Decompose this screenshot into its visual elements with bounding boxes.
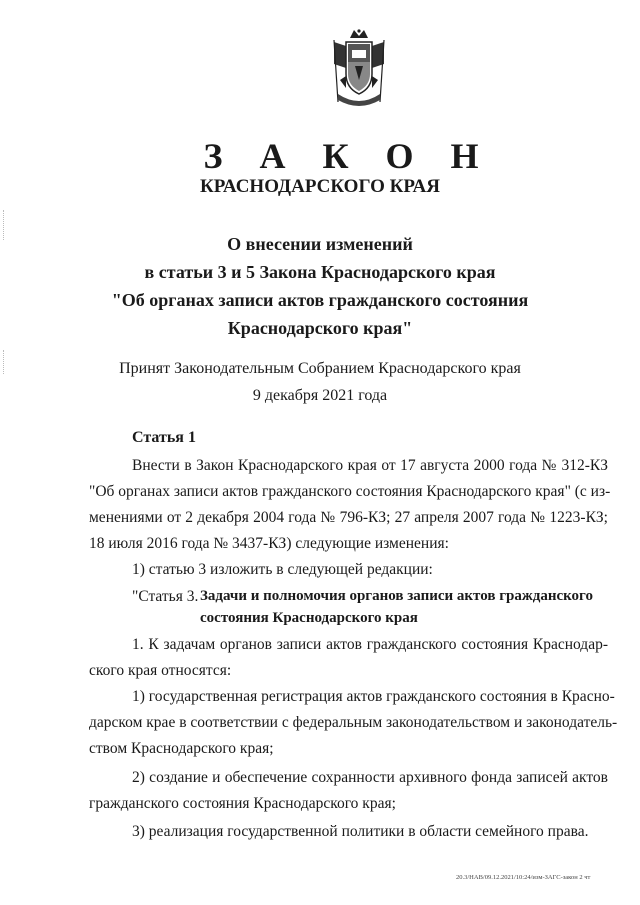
- body-line: 18 июля 2016 года № 3437-КЗ) следующие изменения:: [89, 535, 449, 552]
- body-line: менениями от 2 декабря 2004 года № 796-КЗ; 27 апреля 2007 года № 1223-КЗ;: [89, 509, 608, 526]
- law-region: КРАСНОДАРСКОГО КРАЯ: [199, 176, 441, 197]
- article3-title: состояния Краснодарского края: [200, 610, 418, 626]
- body-line: 1) статью 3 изложить в следующей редакции:: [132, 561, 433, 578]
- article3-title: Задачи и полномочия органов записи актов гражданского: [200, 588, 593, 604]
- article-heading: Статья 1: [132, 429, 196, 446]
- body-line: ского края относятся:: [89, 662, 232, 679]
- body-line: "Об органах записи актов гражданского состояния Краснодарского края" (с из-: [89, 483, 611, 500]
- body-line: 1) государственная регистрация актов гражданского состояния в Красно-: [132, 688, 615, 705]
- law-subtitle-line: О внесении изменений: [227, 234, 413, 254]
- law-subtitle-line: "Об органах записи актов гражданского состояния: [111, 290, 529, 310]
- adoption-note: Принят Законодательным Собранием Краснодарского края: [119, 360, 521, 377]
- krasnodar-coat-of-arms-icon: [326, 28, 392, 110]
- body-line: ством Краснодарского края;: [89, 740, 274, 757]
- adoption-date: 9 декабря 2021 года: [252, 387, 388, 404]
- body-line: 3) реализация государственной политики в области семейного права.: [132, 823, 589, 840]
- law-title: З А К О Н: [203, 136, 493, 176]
- law-subtitle-line: Краснодарского края": [227, 318, 413, 338]
- body-line: гражданского состояния Краснодарского края;: [89, 795, 396, 812]
- body-line: 1. К задачам органов записи актов гражданского состояния Краснодар-: [132, 636, 608, 653]
- document-stamp: 20.3/НАВ/09.12.2021/10:24/изм-ЗАГС-закон 2 чт: [456, 874, 591, 881]
- body-line: 2) создание и обеспечение сохранности архивного фонда записей актов: [132, 769, 608, 786]
- law-subtitle-line: в статьи 3 и 5 Закона Краснодарского края: [144, 262, 496, 282]
- body-line: Внести в Закон Краснодарского края от 17 августа 2000 года № 312-КЗ: [132, 457, 608, 474]
- article3-prefix: "Статья 3.: [132, 588, 199, 605]
- body-line: дарском крае в соответствии с федеральным законодательством и законодатель-: [89, 714, 618, 731]
